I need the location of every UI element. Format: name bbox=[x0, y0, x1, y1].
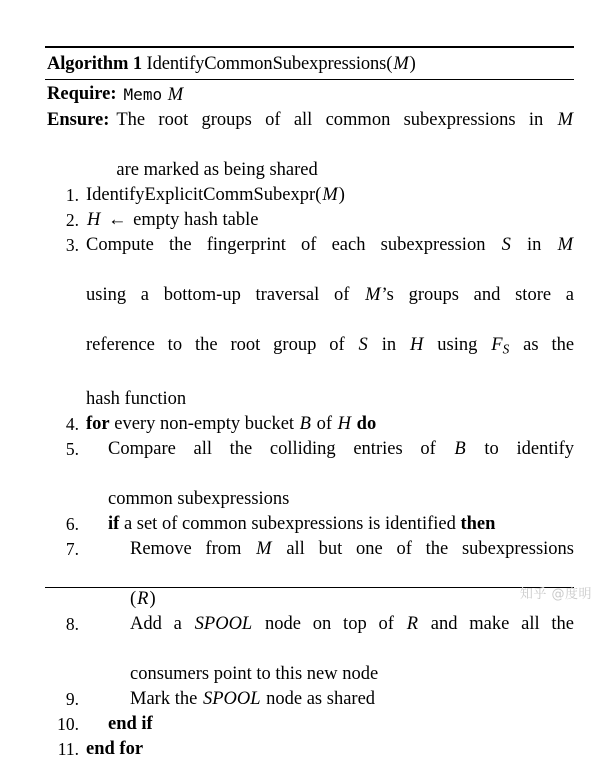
step-3-line-4: hash function bbox=[86, 388, 187, 409]
step-3-l3a: reference to the root group of bbox=[86, 335, 345, 355]
require-row bbox=[45, 82, 574, 108]
step-2 bbox=[45, 208, 574, 233]
step-6-if-keyword: if bbox=[108, 513, 120, 534]
step-3-l3-s: S bbox=[358, 335, 368, 355]
algorithm-title bbox=[45, 48, 574, 79]
step-10 bbox=[45, 712, 574, 737]
step-9-number: 9. bbox=[65, 688, 79, 709]
step-11-number: 11. bbox=[57, 738, 79, 759]
step-3-l1-m: M bbox=[557, 235, 574, 255]
step-3-l3d: as the bbox=[523, 335, 575, 355]
step-11-text: end for bbox=[86, 738, 144, 759]
step-2-number: 2. bbox=[65, 210, 79, 230]
step-3-l3-h: H bbox=[410, 335, 424, 355]
step-6-text bbox=[86, 512, 574, 537]
algorithm-body bbox=[45, 80, 574, 762]
step-4-number: 4. bbox=[65, 413, 79, 434]
step-10-text: end if bbox=[108, 713, 153, 734]
step-7-memo-var: M bbox=[256, 538, 272, 559]
step-4-tb: of bbox=[316, 413, 333, 434]
ensure-row bbox=[45, 108, 574, 183]
step-1 bbox=[45, 183, 574, 208]
step-8-text bbox=[86, 612, 574, 687]
step-5-line-1 bbox=[108, 437, 574, 487]
step-4-hash-var: H bbox=[337, 413, 352, 434]
step-7-text bbox=[86, 537, 574, 612]
step-10-number: 10. bbox=[57, 713, 79, 734]
step-8-line-2: consumers point to this new node bbox=[130, 663, 379, 684]
ensure-line-1-text: The root groups of all common subexpressions in bbox=[116, 110, 544, 130]
step-4-for-keyword: for bbox=[86, 413, 110, 434]
require-text bbox=[124, 82, 574, 108]
require-mono-text: Memo bbox=[123, 85, 163, 104]
step-3-text bbox=[86, 233, 574, 412]
step-1-close: ) bbox=[338, 185, 345, 205]
step-9-spool-label: SPOOL bbox=[202, 688, 261, 709]
step-9 bbox=[45, 687, 574, 712]
step-7-r-var: R bbox=[137, 588, 149, 609]
step-3-line-2 bbox=[86, 283, 574, 333]
step-1-text bbox=[86, 183, 574, 208]
step-5-l1c: to identify bbox=[484, 438, 575, 459]
step-3-l2b: ’s groups and store a bbox=[381, 285, 575, 305]
step-3-f-subscript: S bbox=[502, 341, 510, 357]
step-5-number: 5. bbox=[65, 438, 79, 459]
step-7-line-1 bbox=[130, 537, 574, 587]
require-keyword: Require: bbox=[47, 84, 117, 104]
algorithm-block bbox=[45, 46, 574, 762]
step-8-r-var: R bbox=[406, 613, 418, 634]
step-3-l2a: using a bottom-up traversal of bbox=[86, 285, 350, 305]
ensure-keyword: Ensure: bbox=[47, 110, 110, 130]
step-2-text bbox=[86, 208, 574, 233]
step-9-ta: Mark the bbox=[130, 688, 198, 709]
step-7-paren-close: ) bbox=[149, 588, 156, 609]
step-6-then-keyword: then bbox=[460, 513, 496, 534]
step-6 bbox=[45, 512, 574, 537]
ensure-line-1 bbox=[116, 108, 574, 158]
require-arg: M bbox=[167, 85, 184, 105]
step-4-ta: every non-empty bucket bbox=[114, 413, 295, 434]
step-6-number: 6. bbox=[65, 513, 79, 534]
step-5-line-2: common subexpressions bbox=[108, 488, 290, 509]
algorithm-number: 1 bbox=[132, 54, 142, 74]
step-8-l1a: Add a bbox=[130, 613, 182, 634]
step-4-bucket-var: B bbox=[299, 413, 311, 434]
step-8-spool-label: SPOOL bbox=[194, 613, 253, 634]
step-3-l3c: using bbox=[437, 335, 478, 355]
step-6-condition: a set of common subexpressions is identified bbox=[123, 513, 456, 534]
step-9-text bbox=[86, 687, 574, 712]
step-8 bbox=[45, 612, 574, 687]
step-3-line-3 bbox=[86, 333, 574, 387]
step-4 bbox=[45, 412, 574, 437]
ensure-line-2: are marked as being shared bbox=[116, 160, 318, 180]
step-3-hash-fn bbox=[490, 335, 510, 355]
step-8-line-1 bbox=[130, 612, 574, 662]
step-7-number: 7. bbox=[65, 538, 79, 559]
step-2-var: H bbox=[87, 210, 101, 230]
step-3-l1a: Compute the fingerprint of each subexpression bbox=[86, 235, 486, 255]
step-3 bbox=[45, 233, 574, 412]
step-9-tb: node as shared bbox=[266, 688, 376, 709]
step-11 bbox=[45, 737, 574, 762]
step-4-do-keyword: do bbox=[356, 413, 377, 434]
ensure-text bbox=[116, 108, 574, 183]
step-3-f: F bbox=[491, 335, 503, 355]
step-5-text bbox=[86, 437, 574, 512]
step-3-l1b: in bbox=[527, 235, 542, 255]
algorithm-name-arg: M bbox=[393, 54, 409, 74]
step-2-value: empty hash table bbox=[133, 210, 259, 230]
step-7-l1b: all but one of the subexpressions bbox=[286, 538, 575, 559]
step-3-l3b: in bbox=[381, 335, 397, 355]
step-8-number: 8. bbox=[65, 613, 79, 634]
bottom-rule-container bbox=[45, 587, 574, 588]
step-1-number: 1. bbox=[65, 185, 79, 205]
step-7 bbox=[45, 537, 574, 612]
step-7-l1a: Remove from bbox=[130, 538, 242, 559]
step-3-l1-s: S bbox=[501, 235, 511, 255]
step-3-line-1 bbox=[86, 233, 574, 283]
step-1-call-name: IdentifyExplicitCommSubexpr( bbox=[86, 185, 322, 205]
step-3-number: 3. bbox=[65, 235, 79, 255]
step-8-l1b: node on top of bbox=[265, 613, 394, 634]
step-3-l2-m: M bbox=[365, 285, 381, 305]
algorithm-keyword: Algorithm bbox=[47, 54, 129, 74]
ensure-line-1-math: M bbox=[557, 110, 573, 130]
step-5-bucket-var: B bbox=[454, 438, 466, 459]
watermark: 知乎 @度明 bbox=[519, 587, 592, 602]
assign-arrow-icon: ← bbox=[108, 210, 127, 230]
step-7-line-2 bbox=[130, 587, 574, 612]
step-5 bbox=[45, 437, 574, 512]
step-1-arg: M bbox=[322, 185, 338, 205]
bottom-rule bbox=[45, 587, 574, 588]
algorithm-name: IdentifyCommonSubexpressions( bbox=[146, 54, 393, 74]
step-4-text bbox=[86, 412, 574, 437]
step-5-l1a: Compare all the colliding entries of bbox=[108, 438, 436, 459]
algorithm-name-close: ) bbox=[409, 54, 416, 74]
step-7-paren-open: ( bbox=[130, 588, 137, 609]
step-8-l1c: and make all the bbox=[430, 613, 575, 634]
